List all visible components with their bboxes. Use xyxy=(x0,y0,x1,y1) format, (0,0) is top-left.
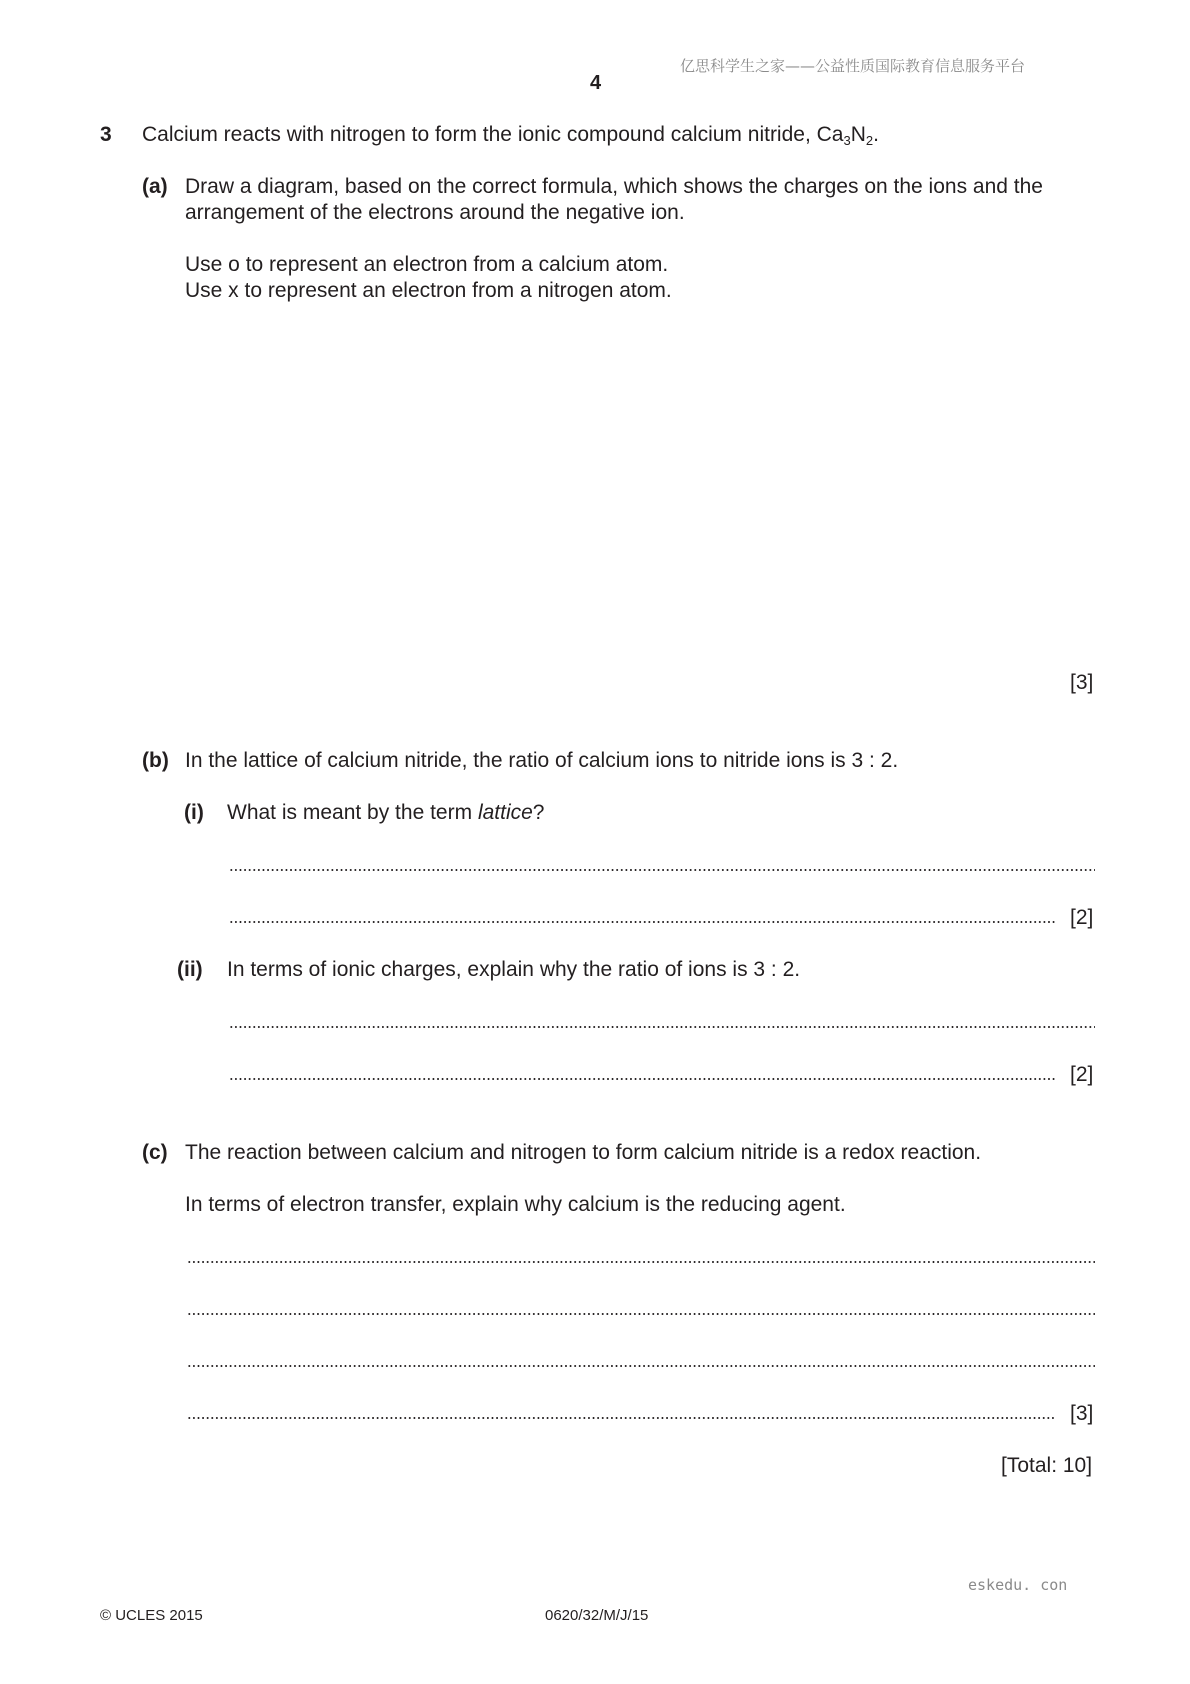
answer-line-c-4[interactable] xyxy=(187,1417,1055,1419)
formula-subscript-1: 3 xyxy=(843,133,851,148)
part-b-i-label: (i) xyxy=(184,801,204,824)
part-b-i-marks: [2] xyxy=(1070,906,1094,929)
part-b-ii-marks: [2] xyxy=(1070,1063,1094,1086)
diagram-answer-area[interactable] xyxy=(185,315,1095,655)
part-b-i-term: lattice xyxy=(477,801,533,824)
total-marks: [Total: 10] xyxy=(1001,1454,1093,1477)
formula-end: . xyxy=(873,123,879,146)
answer-line-b-i-2[interactable] xyxy=(229,921,1055,923)
answer-line-b-ii-1[interactable] xyxy=(229,1026,1095,1028)
part-c-marks: [3] xyxy=(1070,1402,1094,1425)
watermark-cn: 亿思科学生之家——公益性质国际教育信息服务平台 xyxy=(680,57,1026,75)
part-c-line2: In terms of electron transfer, explain why calcium is the reducing agent. xyxy=(185,1193,846,1216)
part-b-ii-text: In terms of ionic charges, explain why the ratio of ions is 3 : 2. xyxy=(227,958,801,981)
answer-line-b-i-1[interactable] xyxy=(229,869,1095,871)
page-number: 4 xyxy=(590,72,602,94)
watermark-en: eskedu. con xyxy=(968,1576,1068,1594)
answer-line-b-ii-2[interactable] xyxy=(229,1078,1055,1080)
answer-line-c-2[interactable] xyxy=(187,1313,1095,1315)
question-number: 3 xyxy=(100,123,112,146)
intro-text: Calcium reacts with nitrogen to form the ionic compound calcium nitride, Ca xyxy=(142,123,844,146)
part-b-i-text-after: ? xyxy=(532,801,545,824)
part-a-instruction1: Use o to represent an electron from a calcium atom. xyxy=(185,253,669,276)
part-a-label: (a) xyxy=(142,175,168,198)
copyright: © UCLES 2015 xyxy=(100,1607,203,1624)
part-b-i-text-before: What is meant by the term xyxy=(227,801,478,824)
part-c-label: (c) xyxy=(142,1141,168,1164)
part-b-label: (b) xyxy=(142,749,169,772)
paper-code: 0620/32/M/J/15 xyxy=(545,1607,649,1624)
part-c-line1: The reaction between calcium and nitrogen to form calcium nitride is a redox reaction. xyxy=(185,1141,982,1164)
formula-subscript-2: 2 xyxy=(865,133,874,148)
part-a-line1: Draw a diagram, based on the correct formula, which shows the charges on the ions and the xyxy=(185,175,1043,198)
question-intro xyxy=(142,123,879,147)
part-a-marks: [3] xyxy=(1070,671,1094,694)
part-b-ii-label: (ii) xyxy=(177,958,203,981)
answer-line-c-1[interactable] xyxy=(187,1261,1095,1263)
part-a-instruction2: Use x to represent an electron from a nitrogen atom. xyxy=(185,279,672,302)
part-b-text: In the lattice of calcium nitride, the ratio of calcium ions to nitride ions is 3 : 2. xyxy=(185,749,899,772)
formula-mid: N xyxy=(850,123,866,146)
part-a-line2: arrangement of the electrons around the negative ion. xyxy=(185,201,685,224)
answer-line-c-3[interactable] xyxy=(187,1365,1095,1367)
part-b-i-question xyxy=(227,801,544,825)
